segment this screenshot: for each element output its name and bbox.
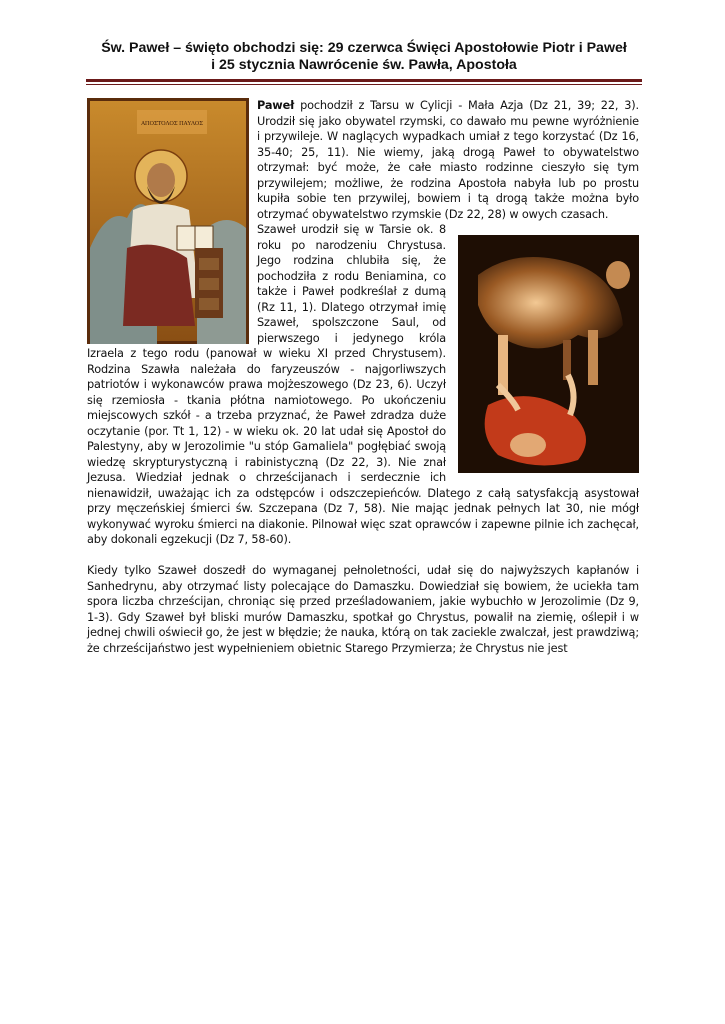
page-header [86,40,642,74]
article-body [87,98,639,656]
page-title-line-1: Św. Paweł – święto obchodzi się: 29 czerwca Święci Apostołowie Piotr i Paweł [101,40,627,56]
paragraph-gap [87,548,639,564]
header-rule-thin [86,84,642,85]
header-rule-thick [86,79,642,82]
paragraph-1-text: pochodził z Tarsu w Cylicji - Mała Azja (Dz 21, 39; 22, 3). Urodził się jako obywatel rzymski, co dawało mu pewne wyróżnienie i przywileje. W naglących wypadkach umiał z tego korzystać (Dz 16, 35-40; 25, 11). Nie wiemy, jaką drogą Paweł to obywatelstwo otrzymał: być może, że całe miasto rodzinne cieszyło się tym przywilejem; możliwe, że rodzina Apostoła nabyła lub po prostu kupiła sobie ten przywilej, bowiem i tą drogą także można było otrzymać obywatelstwo rzymskie (Dz 22, 28) w owych czasach. [257,99,639,221]
icon-saint-paul-image [87,98,249,344]
conversion-of-saul-painting-image [458,235,639,473]
paragraph-3: Kiedy tylko Szaweł doszedł do wymaganej pełnoletności, udał się do najwyższych kapłanów i Sanhedrynu, aby otrzymać listy polecające do Damaszku. Dowiedział się bowiem, że uciekła tam spora liczba chrześcijan, chroniąc się przed prześladowaniem, jakie wybuchło w Jerozolimie (Dz 9, 1-3). Gdy Szaweł był bliski murów Damaszku, spotkał go Chrystus, powalił na ziemię, oślepił i w jednej chwili oświecił go, że jest w błędzie; że nauka, którą on tak zaciekle zwalczał, jest prawdziwą; że chrześcijaństwo jest wypełnieniem obietnic Starego Przymierza; że Chrystus nie jest [87,564,639,655]
paragraph-2-text: Szaweł urodził się w Tarsie ok. 8 roku po narodzeniu Chrystusa. Jego rodzina chlubiła się, że pochodziła z rodu Beniamina, co także i Paweł podkreślał z dumą (Rz 11, 1). Dlatego otrzymał imię Szaweł, spolszczone Saul, od pierwszego i jedynego króla Izraela z tego rodu (panował w wieku XI przed Chrystusem). Rodzina Szawła należała do faryzeuszów - najgorliwszych patriotów i wykonawców prawa mojżeszowego (Dz 23, 6). Uczył się rzemiosła - tkania płótna namiotowego. Po ukończeniu miejscowych szkół - a trzeba przyznać, że Paweł zdradza duże oczytanie (por. Tt 1, 12) - w wieku ok. 20 lat udał się Apostoł do Palestyny, aby w Jerozolimie "u stóp Gamaliela" pogłębiać swoją wiedzę skrypturystyczną i rabinistyczną (Dz 22, 3). Nie znał Jezusa. Wiedział jednak o chrześcijanach i serdecznie ich nienawidził, uważając ich za odstępców i odszczepieńców. Dlatego z całą satysfakcją asystował przy męczeńskiej śmierci św. Szczepana (Dz 7, 58). Nie mając jednak pełnych lat 30, nie mógł wykonywać wyroku śmierci na diakonie. Pilnował więc szat oprawców i zapewne pilnie ich zachęcał, aby dokonali egzekucji (Dz 7, 58-60). [87,223,639,546]
icon-inscription: ΑΠΟΣΤΟΛΟΣ ΠΑΥΛΟΣ [141,121,203,127]
paragraph-1-lead: Paweł [257,99,295,112]
page-title-line-2: i 25 stycznia Nawrócenie św. Pawła, Apostoła [211,57,517,73]
